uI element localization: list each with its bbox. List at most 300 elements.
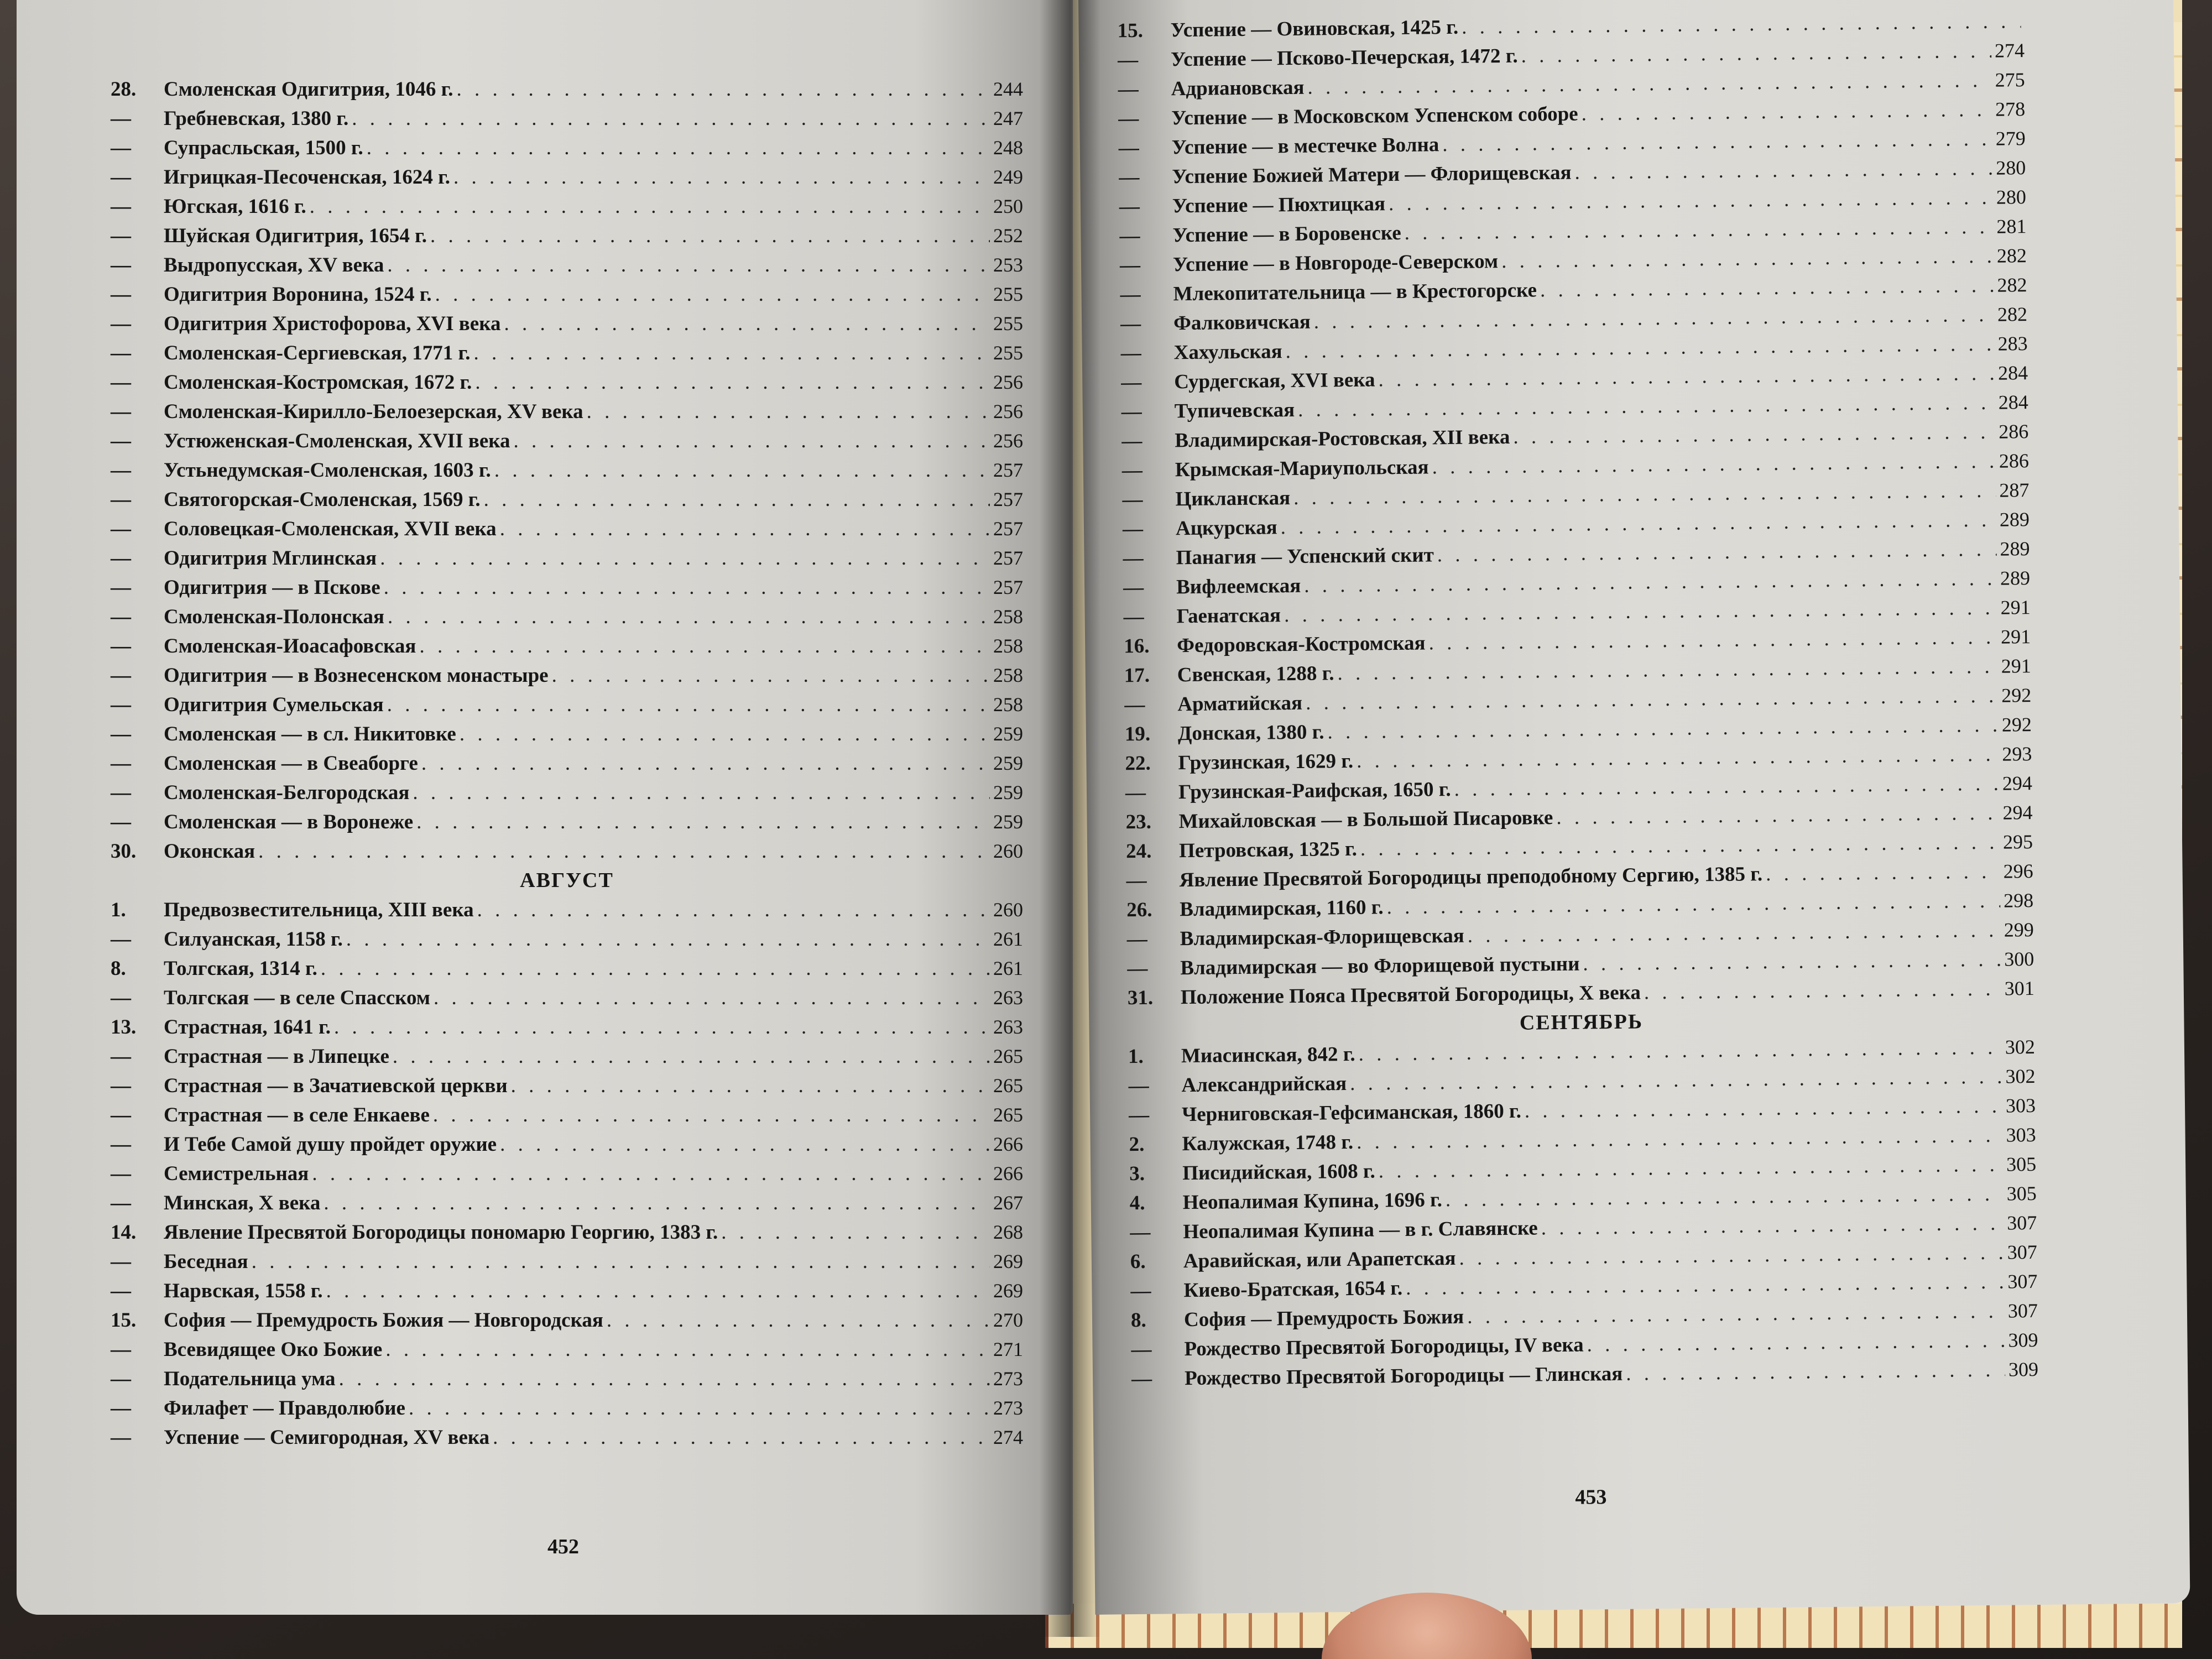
entry-title: Филафет — Правдолюбие [164,1397,405,1420]
entry-title: Успение — Овиновская, 1425 г. [1170,15,1459,42]
entry-page-number: 291 [2000,625,2031,648]
entry-number: — [111,488,131,511]
entry-title: Федоровская-Костромская [1177,632,1426,658]
dot-leader [419,632,990,661]
entry-page-number: 279 [1995,127,2026,150]
entry-page-number: 307 [2007,1299,2038,1322]
toc-entry [111,280,1023,309]
entry-number: — [1126,869,1147,893]
dot-leader [1501,242,1994,276]
entry-number: — [1127,957,1148,980]
toc-entry [111,719,1023,749]
entry-title: Толгская — в селе Спасском [164,987,430,1009]
toc-entry [111,983,1023,1013]
entry-page-number: 284 [1998,391,2028,414]
dot-leader [1574,154,1992,187]
entry-title: И Тебе Самой душу пройдет оружие [164,1133,497,1156]
entry-number: — [1131,1367,1152,1391]
dot-leader [607,1306,990,1335]
entry-number: — [111,752,131,775]
entry-page-number: 263 [993,1016,1023,1038]
toc-entry [111,309,1023,338]
entry-page-number: 249 [993,166,1023,188]
entry-number: — [1131,1338,1152,1361]
toc-entry [111,573,1023,602]
entry-number: — [111,166,131,189]
toc-entry [111,544,1023,573]
entry-number: 28. [111,78,137,101]
dot-leader [258,837,990,866]
entry-title: Миасинская, 842 г. [1181,1042,1355,1068]
entry-title: Беседная [164,1250,248,1273]
entry-page-number: 305 [2006,1182,2037,1205]
dot-leader [430,221,990,251]
entry-number: 22. [1125,752,1151,775]
entry-page-number: 282 [1996,244,2027,267]
entry-page-number: 302 [2005,1035,2036,1058]
dot-leader [1626,1355,2005,1389]
entry-page-number: 299 [2004,919,2034,941]
toc-entry [111,690,1023,719]
entry-page-number: 265 [993,1074,1023,1097]
toc-entry [111,397,1023,426]
entry-page-number: 257 [993,547,1023,569]
entry-title: Нарвская, 1558 г. [164,1280,323,1302]
entry-title: Одигитрия — в Вознесенском монастыре [164,664,549,687]
entry-number: — [1121,429,1142,453]
toc-entry [111,1159,1023,1188]
entry-page-number: 286 [1999,420,2029,443]
entry-number: 14. [111,1221,137,1244]
entry-page-number: 244 [993,78,1023,100]
entry-title: Устьнедумская-Смоленская, 1603 г. [164,459,491,482]
entry-number: — [111,1338,131,1361]
dot-leader [326,1276,990,1306]
entry-number: 23. [1125,810,1152,834]
entry-title: Подательница ума [164,1368,336,1390]
entry-number: 4. [1129,1191,1145,1215]
entry-number: — [111,137,131,159]
entry-page-number: 294 [2002,801,2033,824]
entry-number: 17. [1124,664,1150,687]
toc-entry [111,1276,1023,1306]
entry-number: — [111,987,131,1009]
dot-leader [1556,799,2000,832]
dot-leader [514,426,990,456]
entry-title: Толгская, 1314 г. [164,957,317,980]
entry-title: Страстная, 1641 г. [164,1016,331,1039]
entry-number: — [111,606,131,628]
dot-leader [477,895,990,925]
toc-entry [111,1013,1023,1042]
entry-page-number: 265 [993,1104,1023,1126]
entry-number: — [111,1104,131,1126]
entry-page-number: 291 [2000,596,2031,619]
entry-number: 1. [111,899,126,921]
toc-entry [111,632,1023,661]
dot-leader [494,456,990,485]
entry-title: Смоленская-Сергиевская, 1771 г. [164,342,471,364]
entry-title: Смоленская — в Свеаборге [164,752,418,775]
entry-number: — [111,928,131,951]
entry-title: Смоленская Одигитрия, 1046 г. [164,78,453,101]
toc-entry [111,456,1023,485]
dot-leader [475,368,990,397]
toc-list-right [1117,7,2038,1394]
entry-title: Соловецкая-Смоленская, XVII века [164,518,497,540]
entry-title: Смоленская — в Воронеже [164,811,414,833]
entry-title: Успение Божией Матери — Флорищевская [1172,161,1572,189]
toc-entry [111,837,1023,866]
entry-title: Млекопитательница — в Крестогорске [1173,279,1537,306]
entry-number: 2. [1129,1133,1145,1156]
entry-number: 8. [1130,1308,1146,1332]
entry-number: — [111,371,131,394]
entry-title: Успение — в Московском Успенском соборе [1171,102,1578,130]
toc-entry [111,368,1023,397]
entry-title: Святогорская-Смоленская, 1569 г. [164,488,481,511]
dot-leader [252,1247,990,1276]
dot-leader [1766,857,2000,889]
entry-title: Одигитрия Мглинская [164,547,377,570]
toc-entry [111,163,1023,192]
entry-title: Неопалимая Купина — в г. Славянске [1183,1217,1538,1244]
entry-page-number: 256 [993,430,1023,452]
toc-entry [111,1071,1023,1100]
dot-leader [1541,1209,2004,1243]
entry-number: 26. [1126,898,1152,922]
entry-page-number: 302 [2005,1065,2036,1088]
entry-number: 1. [1128,1045,1144,1068]
entry-title: Смоленская-Кирилло-Белоезерская, XV века [164,400,583,423]
entry-title: Сурдегская, XVI века [1174,368,1375,394]
month-heading: АВГУСТ [520,869,614,892]
entry-title: Калужская, 1748 г. [1182,1130,1354,1156]
toc-entry [111,895,1023,925]
entry-number: — [111,312,131,335]
entry-number: — [111,664,131,687]
entry-page-number: 247 [993,107,1023,129]
entry-title: Страстная — в Зачатиевской церкви [164,1074,508,1097]
entry-title: Донская, 1380 г. [1177,721,1324,745]
entry-number: — [1121,458,1143,482]
toc-entry [111,1130,1023,1159]
entry-page-number: 289 [2000,538,2030,560]
entry-page-number: 280 [1996,156,2026,179]
entry-page-number: 258 [993,635,1023,657]
entry-page-number: 307 [2007,1211,2037,1234]
dot-leader [1587,1326,2005,1360]
dot-leader [500,514,990,544]
entry-number: — [111,1162,131,1185]
entry-title: Успение — Семигородная, XV века [164,1426,490,1449]
dot-leader [587,397,990,426]
entry-page-number: 300 [2004,947,2034,971]
entry-number: — [1119,224,1140,248]
entry-number: — [1119,195,1140,218]
entry-title: Цикланская [1175,487,1291,511]
entry-page-number: 291 [2001,655,2031,677]
entry-title: Успение — в Боровенске [1172,221,1401,247]
entry-number: — [111,107,131,130]
dot-leader [484,485,990,514]
entry-number: — [1120,341,1141,365]
entry-number: 19. [1124,722,1151,746]
entry-page-number: 255 [993,342,1023,364]
entry-title: Тупичевская [1174,398,1295,423]
entry-title: Неопалимая Купина, 1696 г. [1182,1188,1443,1214]
entry-number: — [111,400,131,423]
toc-entry [111,602,1023,632]
dot-leader [552,661,990,690]
entry-number: — [111,1074,131,1097]
entry-title: Силуанская, 1158 г. [164,928,343,951]
toc-entry [111,1042,1023,1071]
toc-entry [111,1247,1023,1276]
dot-leader [433,1100,990,1130]
entry-title: Одигитрия Воронина, 1524 г. [164,283,432,306]
dot-leader [387,251,990,280]
toc-entry [111,338,1023,368]
dot-leader [421,749,990,778]
dot-leader [1540,271,1994,305]
entry-title: Ацкурская [1175,516,1277,540]
toc-entry [111,251,1023,280]
toc-entry [111,807,1023,837]
entry-page-number: 273 [993,1397,1023,1419]
entry-page-number: 292 [2001,713,2032,736]
entry-page-number: 273 [993,1368,1023,1390]
entry-number: 3. [1129,1162,1145,1186]
entry-page-number: 309 [2008,1328,2038,1352]
entry-page-number: 307 [2007,1270,2038,1293]
entry-number: — [111,635,131,658]
entry-number: — [1123,576,1144,599]
dot-leader [367,133,990,163]
entry-page-number: 257 [993,488,1023,510]
entry-title: Успение — Псково-Печерская, 1472 г. [1170,44,1518,71]
entry-page-number: 294 [2002,772,2033,795]
entry-page-number: 283 [1997,332,2028,355]
dot-leader [321,954,990,983]
toc-entry [111,1364,1023,1394]
left-page [17,0,1073,1615]
entry-number: — [111,1426,131,1449]
entry-number: — [111,811,131,833]
entry-page-number: 271 [993,1338,1023,1360]
toc-entry [111,1100,1023,1130]
entry-number: — [111,1192,131,1214]
entry-number: — [111,1045,131,1068]
entry-page-number: 267 [993,1192,1023,1214]
dot-leader [434,983,990,1013]
entry-title: Владимирская-Флорищевская [1180,924,1464,951]
entry-title: Страстная — в селе Енкаеве [164,1104,430,1126]
entry-number: 8. [111,957,126,980]
dot-leader [384,573,990,602]
dot-leader [1513,418,1995,452]
entry-title: Хахульская [1173,340,1282,364]
entry-number: — [111,1133,131,1156]
entry-page-number: 250 [993,195,1023,217]
entry-page-number: 257 [993,518,1023,540]
toc-entry [111,661,1023,690]
entry-number: — [111,342,131,364]
dot-leader [393,1042,990,1071]
entry-title: Явление Пресвятой Богородицы пономарю Георгию, 1383 г. [164,1221,718,1244]
entry-page-number: 274 [993,1426,1023,1448]
toc-entry [111,1423,1023,1452]
entry-title: Петровская, 1325 г. [1178,837,1358,863]
entry-number: — [1117,48,1139,72]
entry-page-number: 303 [2006,1123,2036,1146]
entry-number: — [111,254,131,276]
toc-entry [111,1306,1023,1335]
dot-leader [493,1423,990,1452]
entry-title: Рождество Пресвятой Богородицы, IV века [1184,1333,1584,1361]
entry-title: Смоленская-Костромская, 1672 г. [164,371,472,394]
entry-title: Страстная — в Липецке [164,1045,389,1068]
entry-page-number: 266 [993,1162,1023,1185]
entry-number: — [1122,488,1143,512]
entry-number: — [1121,371,1142,394]
entry-number: 31. [1127,986,1154,1010]
entry-number: — [1125,781,1146,805]
dot-leader [334,1013,990,1042]
entry-number: — [1126,927,1148,951]
entry-title: Гаенатская [1176,604,1281,628]
entry-title: Предвозвестительница, XIII века [164,899,474,921]
entry-number: — [111,518,131,540]
toc-entry [111,221,1023,251]
entry-title: Явление Пресвятой Богородицы преподобному Сергию, 1385 г. [1179,863,1763,892]
entry-page-number: 259 [993,723,1023,745]
entry-page-number: 259 [993,752,1023,774]
entry-page-number: 265 [993,1045,1023,1067]
entry-number: — [1118,136,1140,160]
entry-page-number: 253 [993,254,1023,276]
entry-number: — [111,1368,131,1390]
entry-number: — [111,283,131,306]
entry-title: Устюженская-Смоленская, XVII века [164,430,510,452]
entry-page-number: 259 [993,811,1023,833]
entry-title: Гребневская, 1380 г. [164,107,349,130]
entry-page-number: 309 [2008,1358,2039,1381]
entry-title: Шуйская Одигитрия, 1654 г. [164,225,427,247]
entry-number: 15. [111,1309,137,1332]
toc-entry [111,1188,1023,1218]
entry-page-number: 266 [993,1133,1023,1155]
toc-entry [111,778,1023,807]
entry-number: — [1118,107,1139,131]
dot-leader [473,338,990,368]
entry-title: Киево-Братская, 1654 г. [1183,1276,1403,1302]
entry-title: Рождество Пресвятой Богородицы — Глинская [1184,1362,1623,1390]
toc-entry [111,925,1023,954]
entry-number: — [111,225,131,247]
entry-number: — [111,1280,131,1302]
entry-page-number: 259 [993,781,1023,804]
entry-page-number: 275 [1995,69,2025,91]
entry-title: Смоленская — в сл. Никитовке [164,723,456,745]
entry-page-number: 305 [2006,1152,2037,1176]
dot-leader [1583,945,2001,979]
entry-page-number: 256 [993,400,1023,422]
entry-page-number: 263 [993,987,1023,1009]
entry-number: — [1128,1103,1150,1127]
entry-title: Владимирская, 1160 г. [1180,896,1384,921]
entry-number: — [1120,283,1141,306]
dot-leader [387,690,990,719]
entry-page-number: 301 [2004,977,2035,1000]
entry-number: — [1120,312,1141,336]
dot-leader [453,163,990,192]
entry-title: Одигитрия — в Пскове [164,576,380,599]
dot-leader [500,1130,990,1159]
entry-page-number: 293 [2002,743,2032,765]
entry-page-number: 270 [993,1309,1023,1331]
entry-number: — [111,1397,131,1420]
entry-number: — [111,459,131,482]
entry-title: Владимирская — во Флорищевой пустыни [1180,952,1580,980]
entry-title: Свенская, 1288 г. [1177,662,1334,687]
entry-number: — [111,723,131,745]
entry-page-number: 289 [2000,567,2031,589]
dot-leader [1521,36,1991,71]
entry-page-number: 261 [993,957,1023,979]
dot-leader [380,544,990,573]
right-page [1078,0,2190,1615]
toc-entry [111,426,1023,456]
entry-page-number: 307 [2007,1240,2038,1264]
entry-title: Александрийская [1181,1072,1347,1097]
entry-title: София — Премудрость Божия — Новгородская [164,1309,603,1332]
entry-title: Смоленская-Полонская [164,606,385,628]
entry-page-number: 269 [993,1250,1023,1272]
entry-title: Вифлеемская [1176,574,1301,599]
entry-page-number: 286 [1999,450,2030,472]
entry-title: Грузинская-Раифская, 1650 г. [1178,778,1451,804]
entry-title: Арматийская [1177,691,1303,716]
dot-leader [511,1071,990,1100]
entry-title: Положение Пояса Пресвятой Богородицы, X века [1180,981,1641,1009]
entry-title: София — Премудрость Божия [1183,1305,1464,1332]
dot-leader [721,1218,990,1247]
entry-title: Грузинская, 1629 г. [1178,749,1354,775]
entry-title: Писидийская, 1608 г. [1182,1160,1375,1185]
toc-entry [111,514,1023,544]
entry-title: Черниговская-Гефсиманская, 1860 г. [1181,1099,1522,1126]
entry-number: — [1121,400,1142,424]
entry-page-number: 257 [993,576,1023,598]
entry-page-number: 278 [1995,98,2026,121]
entry-title: Югская, 1616 г. [164,195,306,218]
entry-page-number: 255 [993,312,1023,335]
entry-page-number: 281 [1996,215,2027,238]
dot-leader [1644,974,2001,1008]
entry-title: Фалковичская [1173,310,1311,335]
dot-leader [352,104,990,133]
toc-entry [111,192,1023,221]
entry-number: 15. [1117,19,1144,43]
dot-leader [339,1364,990,1394]
toc-entry [111,1335,1023,1364]
entry-title: Панагия — Успенский скит [1176,544,1434,570]
entry-page-number: 289 [1999,508,2030,531]
entry-number: — [111,781,131,804]
entry-page-number: 287 [1999,479,2030,502]
dot-leader [460,719,990,749]
